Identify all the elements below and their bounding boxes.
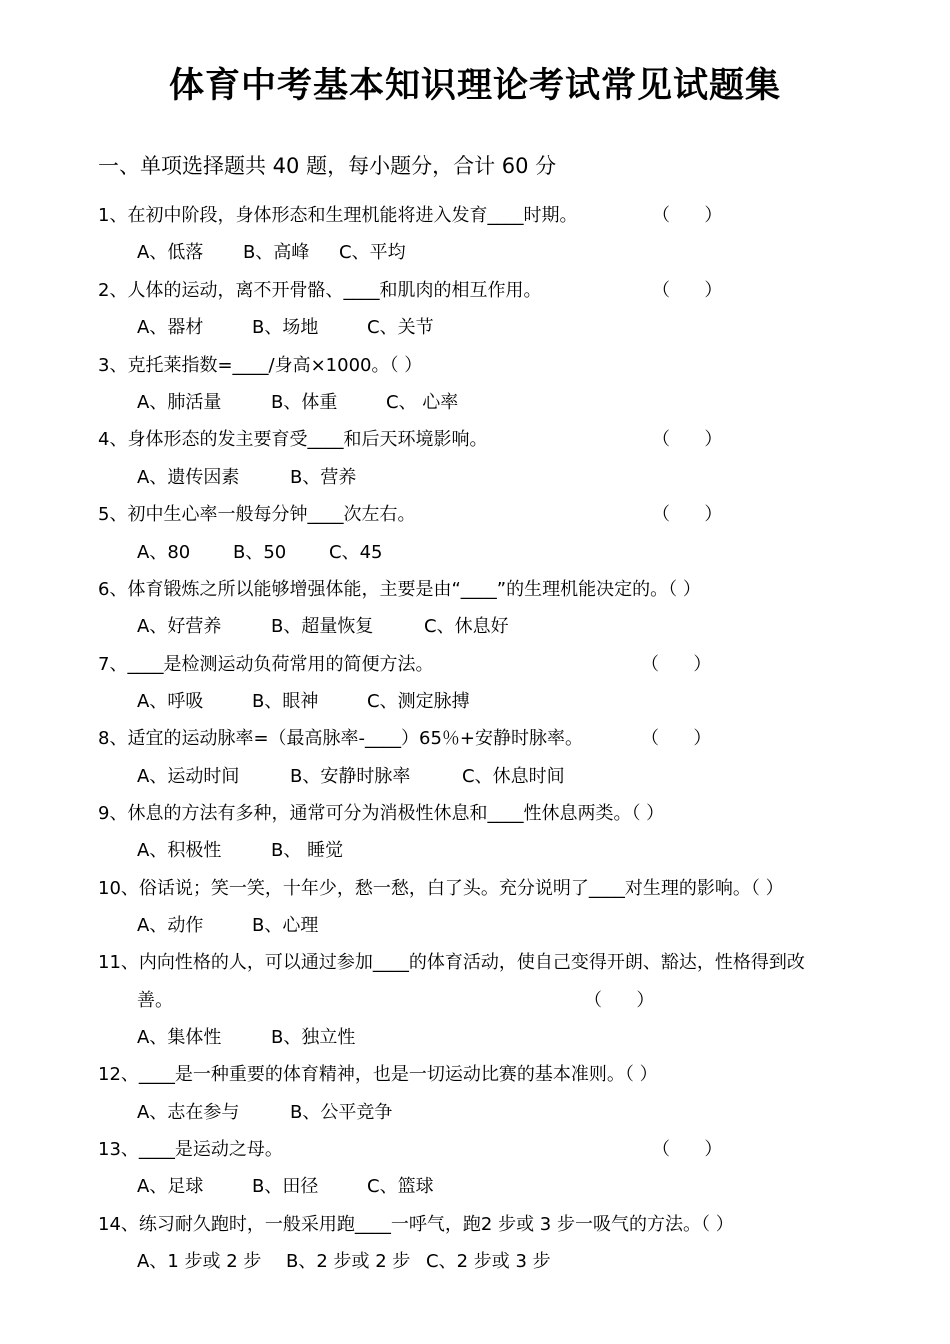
options-11	[137, 1023, 355, 1049]
option-a: A、动作	[137, 915, 204, 936]
option-a: A、1 步或 2 步	[137, 1251, 262, 1272]
question-13: 13、____是运动之母。	[98, 1139, 283, 1160]
options-4	[137, 463, 356, 489]
option-a: A、好营养	[137, 616, 222, 637]
answer-paren-13: （ ）	[652, 1139, 723, 1160]
option-a: A、遗传因素	[137, 467, 240, 488]
answer-paren-11: （ ）	[584, 990, 655, 1011]
option-b: B、2 步或 2 步	[286, 1251, 411, 1272]
answer-paren-2: （ ）	[652, 280, 723, 301]
question-11-continued: 善。	[137, 990, 173, 1011]
option-a: A、肺活量	[137, 392, 222, 413]
answer-paren-8: （ ）	[641, 728, 712, 749]
option-b: B、高峰	[243, 242, 310, 263]
options-9	[137, 836, 343, 862]
option-a: A、集体性	[137, 1027, 222, 1048]
option-c: C、休息好	[424, 616, 509, 637]
options-8	[137, 762, 565, 788]
options-12	[137, 1098, 392, 1124]
options-2	[137, 313, 434, 339]
options-13	[137, 1172, 434, 1198]
question-9: 9、休息的方法有多种，通常可分为消极性休息和____性休息两类。（ ）	[98, 803, 665, 824]
question-5: 5、初中生心率一般每分钟____次左右。	[98, 504, 416, 525]
option-c: C、休息时间	[462, 766, 565, 787]
option-b: B、田径	[252, 1176, 319, 1197]
options-10	[137, 911, 318, 937]
option-c: C、关节	[367, 317, 434, 338]
page-title: 体育中考基本知识理论考试常见试题集	[168, 66, 781, 106]
answer-paren-1: （ ）	[652, 205, 723, 226]
option-b: B、公平竞争	[290, 1102, 393, 1123]
option-b: B、超量恢复	[271, 616, 374, 637]
question-6: 6、体育锻炼之所以能够增强体能，主要是由“____”的生理机能决定的。（ ）	[98, 579, 701, 600]
question-11: 11、内向性格的人，可以通过参加____的体育活动，使自己变得开朗、豁达，性格得到改	[98, 952, 805, 973]
answer-paren-7: （ ）	[641, 654, 712, 675]
options-5	[137, 538, 382, 564]
option-a: A、足球	[137, 1176, 204, 1197]
option-a: A、80	[137, 542, 191, 563]
question-3: 3、克托莱指数=____/身高×1000。（ ）	[98, 355, 423, 376]
option-a: A、志在参与	[137, 1102, 240, 1123]
answer-paren-4: （ ）	[652, 429, 723, 450]
option-b: B、独立性	[271, 1027, 356, 1048]
question-2: 2、人体的运动，离不开骨骼、____和肌肉的相互作用。	[98, 280, 542, 301]
option-c: C、篮球	[367, 1176, 434, 1197]
question-8: 8、适宜的运动脉率=（最高脉率-____）65％+安静时脉率。	[98, 728, 584, 749]
option-c: C、 心率	[386, 392, 459, 413]
option-b: B、50	[233, 542, 287, 563]
option-b: B、安静时脉率	[290, 766, 411, 787]
option-c: C、2 步或 3 步	[426, 1251, 551, 1272]
question-1: 1、在初中阶段，身体形态和生理机能将进入发育____时期。	[98, 205, 578, 226]
question-10: 10、俗话说；笑一笑，十年少，愁一愁，白了头。充分说明了____对生理的影响。（ ）	[98, 878, 784, 899]
option-b: B、营养	[290, 467, 357, 488]
options-7	[137, 687, 470, 713]
option-c: C、平均	[339, 242, 406, 263]
options-1	[137, 238, 406, 264]
options-3	[137, 388, 458, 414]
question-7: 7、____是检测运动负荷常用的简便方法。	[98, 654, 434, 675]
question-14: 14、练习耐久跑时，一般采用跑____一呼气，跑2 步或 3 步一吸气的方法。（ ）	[98, 1214, 734, 1235]
section-heading: 一、单项选择题共 40 题，每小题分，合计 60 分	[98, 154, 557, 178]
option-a: A、器材	[137, 317, 204, 338]
question-4: 4、身体形态的发主要育受____和后天环境影响。	[98, 429, 488, 450]
option-a: A、运动时间	[137, 766, 240, 787]
option-a: A、低落	[137, 242, 204, 263]
option-b: B、眼神	[252, 691, 319, 712]
option-b: B、心理	[252, 915, 319, 936]
options-14	[137, 1247, 551, 1273]
question-12: 12、____是一种重要的体育精神，也是一切运动比赛的基本准则。（ ）	[98, 1064, 658, 1085]
option-a: A、呼吸	[137, 691, 204, 712]
option-c: C、测定脉搏	[367, 691, 470, 712]
option-b: B、体重	[271, 392, 338, 413]
option-b: B、 睡觉	[271, 840, 344, 861]
option-a: A、积极性	[137, 840, 222, 861]
option-b: B、场地	[252, 317, 319, 338]
options-6	[137, 612, 509, 638]
answer-paren-5: （ ）	[652, 504, 723, 525]
option-c: C、45	[329, 542, 383, 563]
